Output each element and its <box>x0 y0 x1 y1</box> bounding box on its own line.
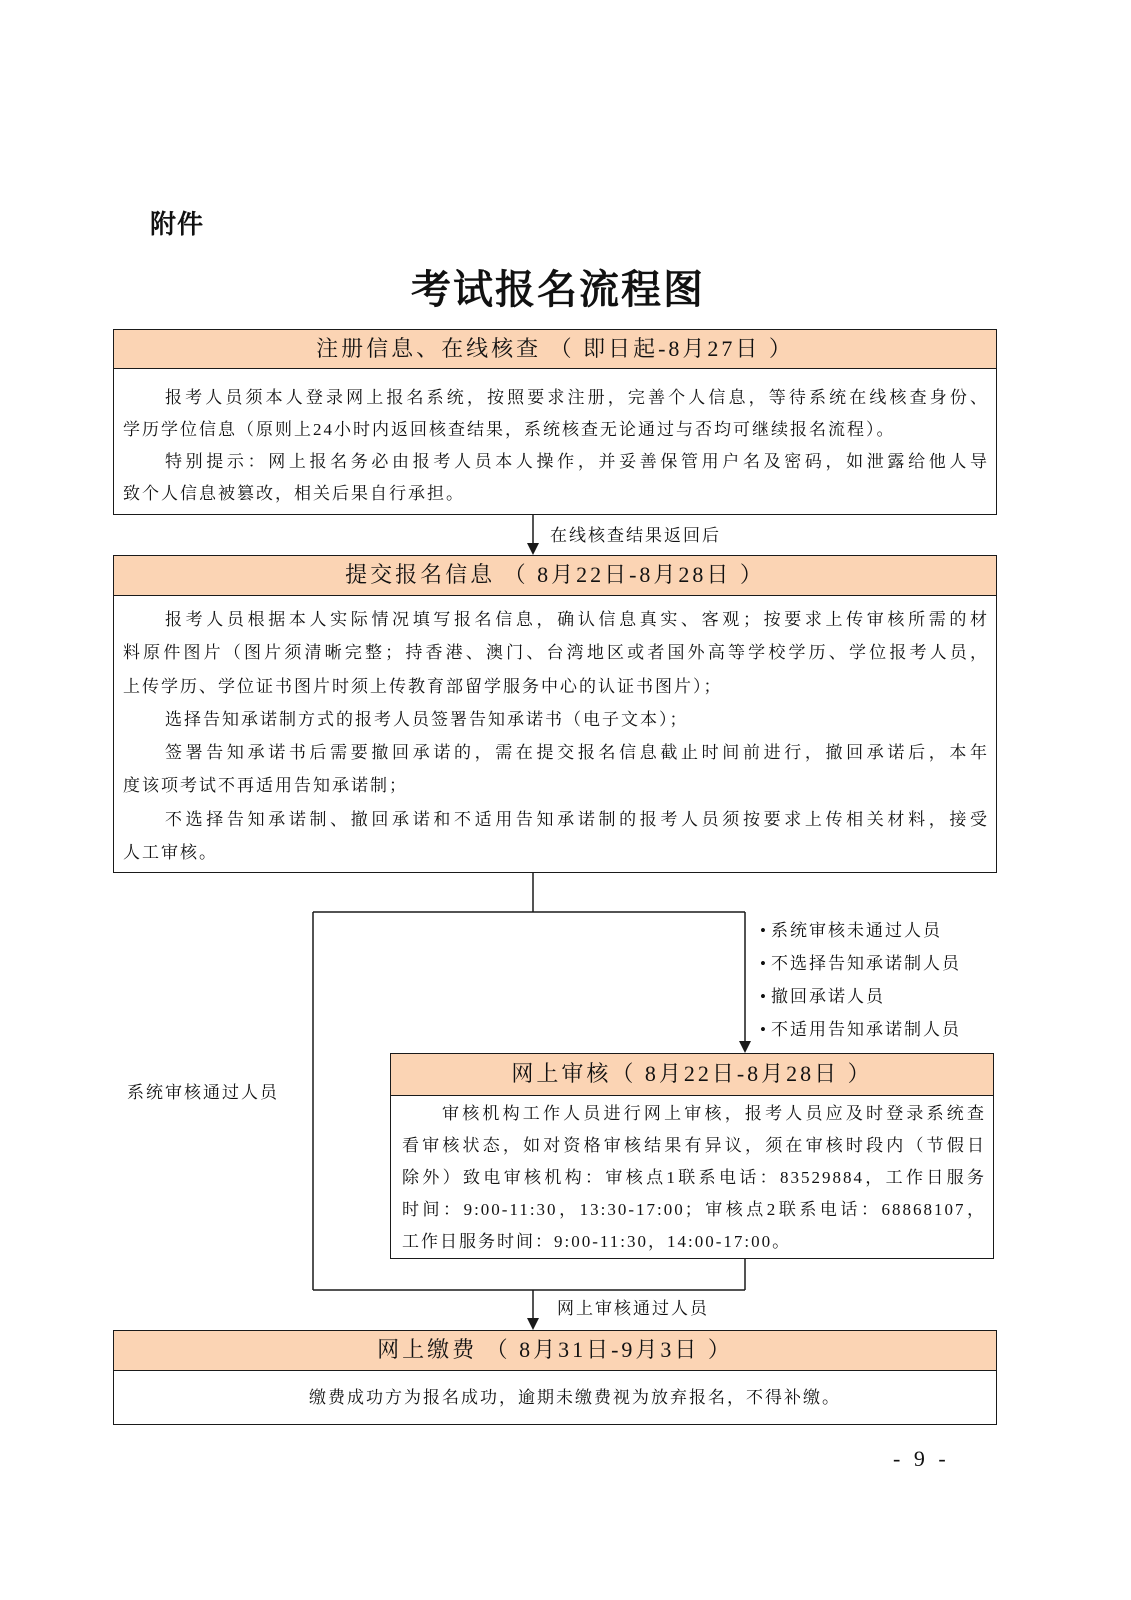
connector-label-after-register: 在线核查结果返回后 <box>550 526 721 545</box>
review-branch-item: • 系统审核未通过人员 <box>760 914 961 947</box>
body-line: 报考人员根据本人实际情况填写报名信息，确认信息真实、客观；按要求上传审核所需的材 <box>165 610 989 629</box>
body-line: 选择告知承诺制方式的报考人员签署告知承诺书（电子文本）； <box>165 709 689 729</box>
annex-label: 附件 <box>150 210 205 240</box>
body-line: 审核机构工作人员进行网上审核，报考人员应及时登录系统查 <box>442 1104 986 1123</box>
step-header: 网上缴费 （ 8月31日-9月3日 ） <box>114 1331 996 1371</box>
body-line: 看审核状态，如对资格审核结果有异议，须在审核时段内（节假日 <box>402 1136 986 1155</box>
step-submit-info <box>113 555 997 873</box>
step-header: 注册信息、在线核查 （ 即日起-8月27日 ） <box>114 330 996 369</box>
body-line: 料原件图片（图片须清晰完整；持香港、澳门、台湾地区或者国外高等学校学历、学位报考人员， <box>123 643 989 663</box>
body-line: 学历学位信息（原则上24小时内返回核查结果，系统核查无论通过与否均可继续报名流程）。 <box>123 420 896 439</box>
body-line: 工作日服务时间：9:00-11:30，14:00-17:00。 <box>402 1232 792 1251</box>
body-line: 度该项考试不再适用告知承诺制； <box>123 776 408 796</box>
connector-label-system-pass: 系统审核通过人员 <box>127 1083 279 1102</box>
page-title: 考试报名流程图 <box>411 267 705 312</box>
step-body <box>114 1371 996 1425</box>
review-branch-item: • 撤回承诺人员 <box>760 980 961 1013</box>
body-line: 除外）致电审核机构：审核点1联系电话：83529884，工作日服务 <box>402 1168 986 1187</box>
body-line: 人工审核。 <box>123 843 218 863</box>
step-body <box>114 596 996 869</box>
body-line: 报考人员须本人登录网上报名系统，按照要求注册，完善个人信息，等待系统在线核查身份、 <box>165 388 989 407</box>
step-register-check <box>113 329 997 515</box>
step-body <box>114 369 996 510</box>
body-line: 上传学历、学位证书图片时须上传教育部留学服务中心的认证书图片）； <box>123 676 723 696</box>
page-number: - 9 - <box>893 1446 950 1471</box>
arrow-down-icon <box>527 1318 539 1330</box>
body-line: 致个人信息被篡改，相关后果自行承担。 <box>123 484 465 503</box>
step-online-payment <box>113 1330 997 1425</box>
arrow-down-icon <box>739 1041 751 1053</box>
body-line: 特别提示：网上报名务必由报考人员本人操作，并妥善保管用户名及密码，如泄露给他人导 <box>165 452 989 471</box>
body-line: 不选择告知承诺制、撤回承诺和不适用告知承诺制的报考人员须按要求上传相关材料，接受 <box>165 809 989 829</box>
step-header: 提交报名信息 （ 8月22日-8月28日 ） <box>114 556 996 596</box>
body-line: 缴费成功方为报名成功，逾期未缴费视为放弃报名，不得补缴。 <box>309 1388 841 1407</box>
body-line: 时间：9:00-11:30，13:30-17:00；审核点2联系电话：68868107， <box>402 1200 986 1219</box>
step-header: 网上审核（ 8月22日-8月28日 ） <box>391 1054 993 1096</box>
review-branch-item: • 不适用告知承诺制人员 <box>760 1013 961 1046</box>
arrow-down-icon <box>527 543 539 555</box>
body-line: 签署告知承诺书后需要撤回承诺的，需在提交报名信息截止时间前进行，撤回承诺后，本年 <box>165 743 989 763</box>
step-online-review <box>390 1053 994 1259</box>
step-body <box>391 1096 993 1258</box>
review-branch-item: • 不选择告知承诺制人员 <box>760 947 961 980</box>
review-branch-list <box>760 914 961 1046</box>
connector-label-after-review: 网上审核通过人员 <box>557 1299 709 1318</box>
